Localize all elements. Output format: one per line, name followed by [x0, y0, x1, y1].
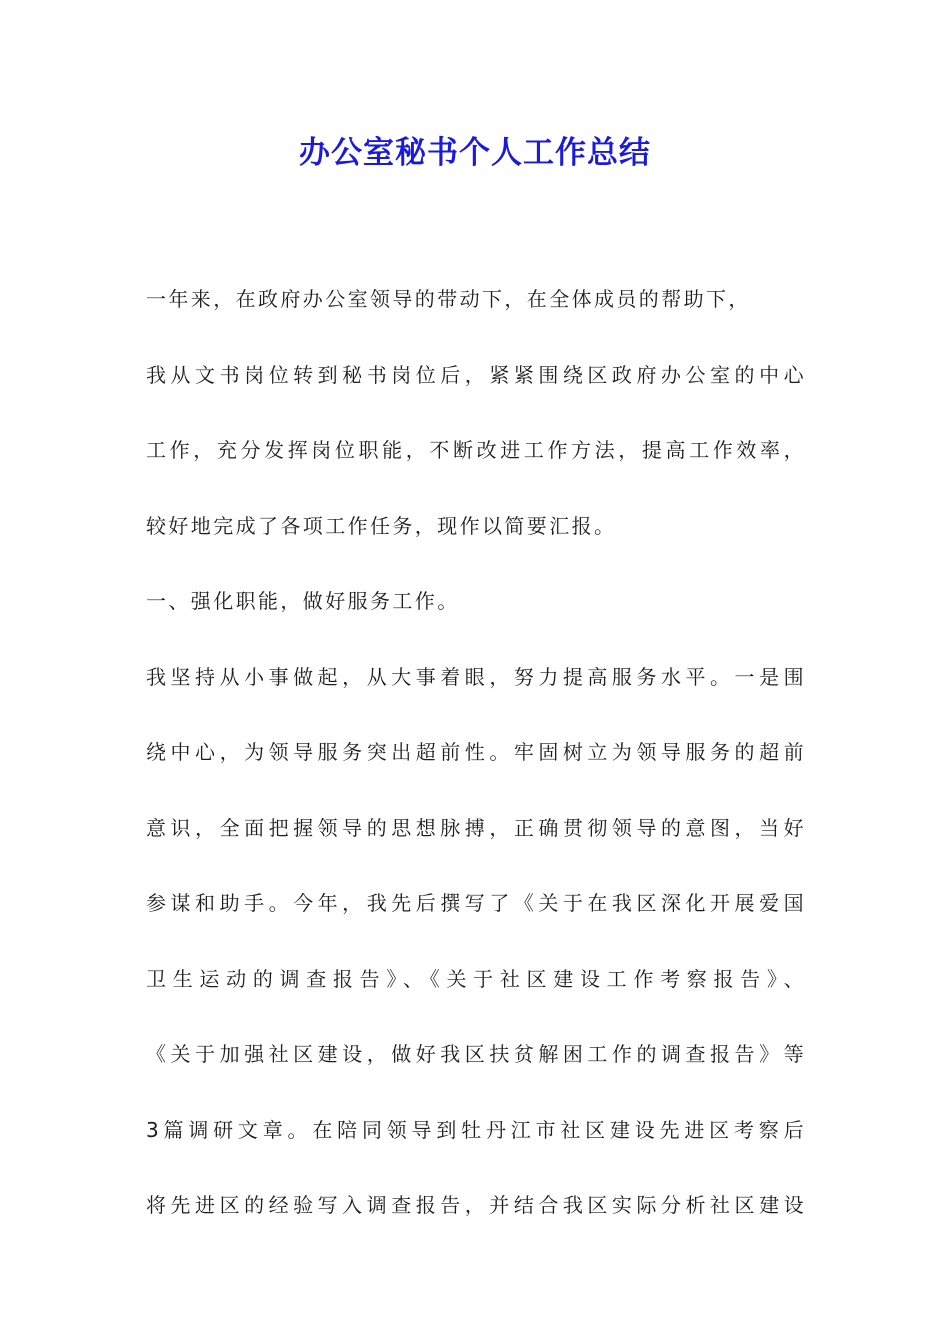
paragraph-line: 将先进区的经验写入调查报告，并结合我区实际分析社区建设: [146, 1193, 806, 1217]
paragraph-line: 我从文书岗位转到秘书岗位后，紧紧围绕区政府办公室的中心: [146, 362, 806, 387]
paragraph-line: 我坚持从小事做起，从大事着眼，努力提高服务水平。一是围: [146, 664, 806, 689]
paragraph-line: 卫生运动的调查报告》、《关于社区建设工作考察报告》、: [146, 966, 806, 991]
paragraph-line: 3篇调研文章。在陪同领导到牡丹江市社区建设先进区考察后: [146, 1117, 806, 1142]
paragraph-line: 较好地完成了各项工作任务，现作以简要汇报。: [146, 513, 617, 538]
paragraph-line: 一年来，在政府办公室领导的带动下，在全体成员的帮助下，: [146, 287, 751, 311]
paragraph-line: 《关于加强社区建设，做好我区扶贫解困工作的调查报告》等: [146, 1042, 806, 1066]
paragraph-line: 绕中心，为领导服务突出超前性。牢固树立为领导服务的超前: [146, 740, 806, 764]
paragraph-line: 工作，充分发挥岗位职能，不断改进工作方法，提高工作效率，: [146, 438, 806, 462]
paragraph-line: 意识，全面把握领导的思想脉搏，正确贯彻领导的意图，当好: [146, 815, 806, 840]
document-title: 办公室秘书个人工作总结: [299, 135, 651, 171]
section-heading: 一、强化职能，做好服务工作。: [146, 589, 460, 613]
document-body: [146, 262, 806, 1244]
paragraph-line: 参谋和助手。今年，我先后撰写了《关于在我区深化开展爱国: [146, 891, 806, 915]
